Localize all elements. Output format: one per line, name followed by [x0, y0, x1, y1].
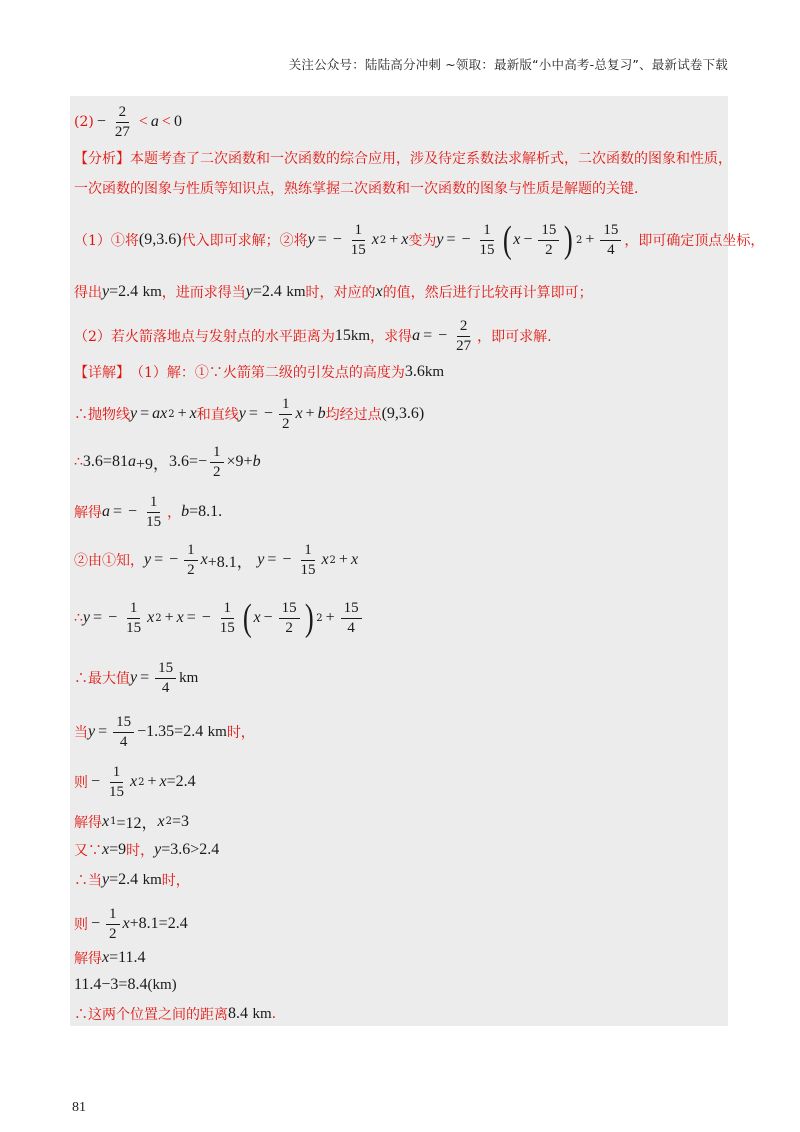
- fraction: $\frac{1}{15}$: [479, 222, 495, 258]
- fraction: $\frac{1}{15}$: [300, 542, 316, 578]
- fraction: $\frac{15}{4}$: [113, 714, 134, 750]
- detail-line-8: 则 − $\frac{1}{15}$ x 2 + x =2.4: [74, 764, 196, 800]
- fraction: $\frac{1}{15}$: [219, 600, 235, 636]
- detail-line-13: 解得 x =11.4: [74, 949, 146, 967]
- fraction: $\frac{15}{2}$: [279, 600, 300, 636]
- detail-line-3: 解得 a = − $\frac{1}{15}$ ， b =8.1.: [74, 494, 223, 530]
- fraction: $\frac{1}{2}$: [106, 906, 120, 942]
- answer-part-2: (2) − $\frac{2}{27}$ < a < 0: [74, 104, 182, 140]
- fraction: $\frac{15}{4}$: [600, 222, 621, 258]
- fraction: $\frac{2}{27}$: [456, 318, 472, 354]
- fraction: $\frac{15}{2}$: [538, 222, 559, 258]
- fraction: $\frac{1}{2}$: [279, 396, 293, 432]
- detail-line-10: 又∵ x =9 时， y =3.6>2.4: [74, 841, 220, 859]
- fraction: $\frac{1}{15}$: [350, 222, 366, 258]
- analysis-line-1: 【分析】本题考查了二次函数和一次函数的综合应用，涉及待定系数法求解析式，二次函数的图象和性质，: [74, 151, 732, 167]
- fraction: $\frac{1}{15}$: [126, 600, 142, 636]
- part-label: (2): [74, 114, 94, 130]
- fraction: $\frac{2}{27}$: [114, 104, 130, 140]
- detail-heading: 【详解】 （1）解：①∵火箭第二级的引发点的高度为 3.6 km: [74, 363, 445, 381]
- analysis-line-2: 一次函数的图象与性质等知识点，熟练掌握二次函数和一次函数的图象与性质是解题的关键.: [74, 181, 639, 197]
- detail-line-7: 当 y = $\frac{15}{4}$ −1.35=2.4 km 时，: [74, 714, 255, 750]
- fraction: $\frac{1}{2}$: [184, 542, 198, 578]
- page-header: 关注公众号：陆陆高分冲刺 ~领取：最新版“小中高考-总复习”、最新试卷下载: [288, 57, 728, 72]
- detail-line-11: ∴当 y =2.4 km 时，: [74, 871, 190, 889]
- fraction: $\frac{15}{4}$: [155, 660, 176, 696]
- detail-line-1: ∴抛物线 y = a x 2 + x 和直线 y = − $\frac{1}{2}$ x + b 均经过点 (9,3.6): [74, 396, 425, 432]
- detail-line-4: ②由①知， y = − $\frac{1}{2}$ x +8.1， y = − $\frac{1}{15}$ x 2 + x: [74, 542, 359, 578]
- fraction: $\frac{1}{15}$: [146, 494, 162, 530]
- fraction: $\frac{1}{15}$: [109, 764, 125, 800]
- page-number: 81: [72, 1100, 86, 1115]
- detail-line-2: ∴ 3.6=81 a +9， 3.6=− $\frac{1}{2}$ ×9+ b: [74, 444, 261, 480]
- analysis-step-3: （2）若火箭落地点与发射点的水平距离为 15 km ，求得 a = − $\frac{2}{27}$ ，即可求解.: [74, 318, 552, 354]
- fraction: $\frac{1}{2}$: [210, 444, 224, 480]
- detail-line-5: ∴ y = − $\frac{1}{15}$ x 2 + x = − $\frac{1}{15}$ ( x − $\frac{15}{2}$ ) 2 + $\frac{15}{4}$: [74, 596, 724, 640]
- solution-panel: [70, 96, 765, 1026]
- detail-line-12: 则 − $\frac{1}{2}$ x +8.1=2.4: [74, 906, 188, 942]
- detail-line-6: ∴最大值 y = $\frac{15}{4}$ km: [74, 660, 199, 696]
- detail-conclusion: ∴这两个位置之间的距离 8.4 km .: [74, 1005, 277, 1023]
- detail-line-9: 解得 x 1 =12， x 2 =3: [74, 812, 190, 832]
- fraction: $\frac{15}{4}$: [341, 600, 362, 636]
- analysis-step-2: 得出 y =2.4 km ，进而求得当 y =2.4 km 时，对应的 x 的值，然后进行比较再计算即可；: [74, 283, 593, 301]
- detail-line-14: 11.4−3=8.4 (km): [74, 976, 177, 993]
- analysis-step-1: （1）①将 (9,3.6) 代入即可求解；②将 y = − $\frac{1}{15}$ x 2 + x 变为 y = − $\frac{1}{15}$ ( x − $\frac{15}{2}$ ) 2 + $\frac{15}{4}$ ，即可确定顶点坐标，: [74, 219, 765, 261]
